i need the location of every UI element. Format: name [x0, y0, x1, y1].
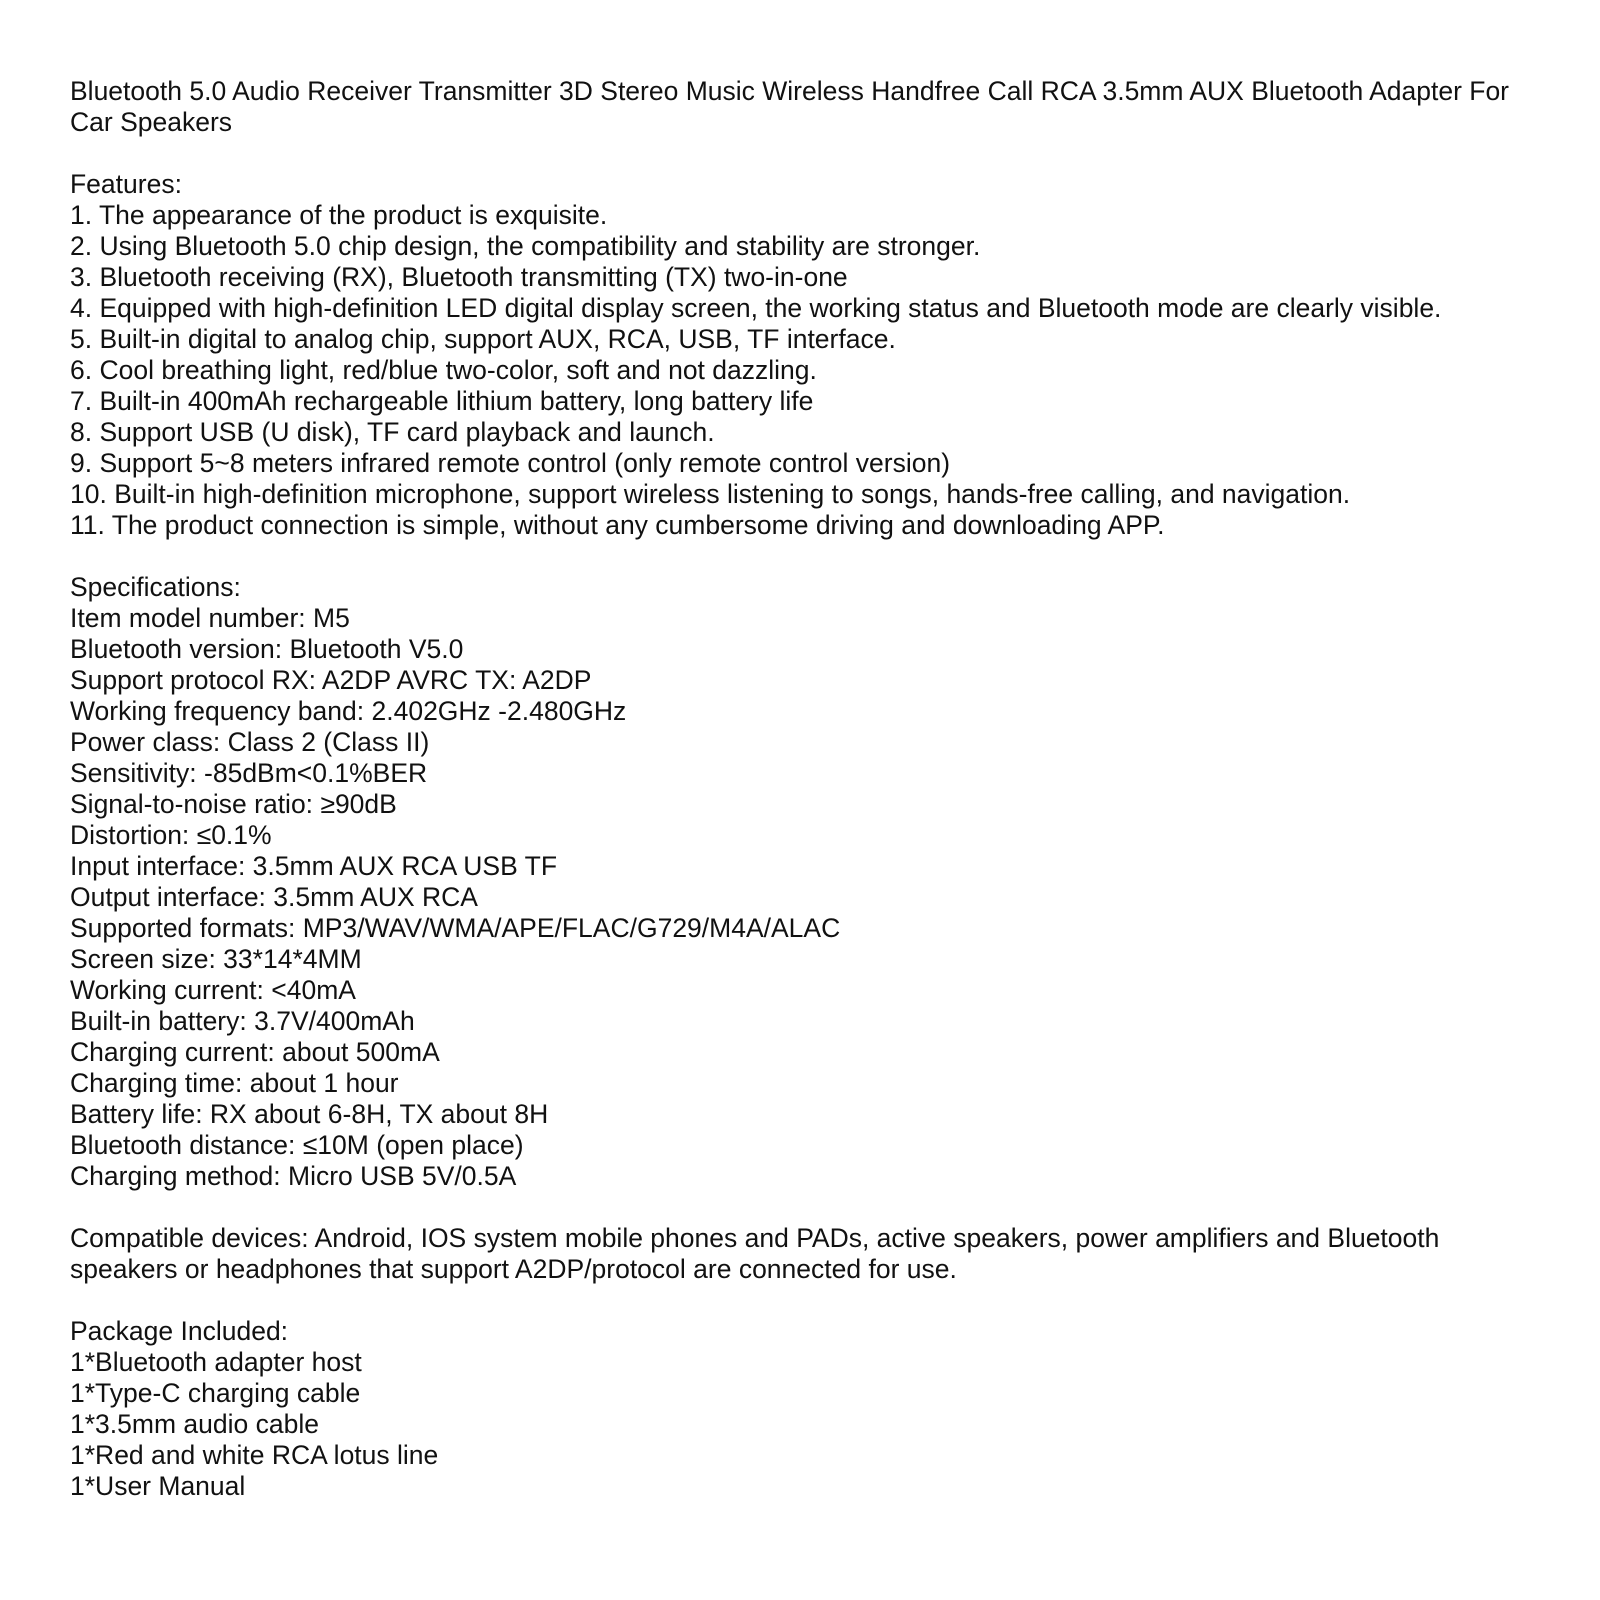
spec-item: Sensitivity: -85dBm<0.1%BER [70, 758, 428, 788]
package-heading: Package Included: [70, 1316, 289, 1346]
product-title: Bluetooth 5.0 Audio Receiver Transmitter 3D Stereo Music Wireless Handfree Call RCA 3.5mm AUX Bluetooth Adapter For Car Speakers [70, 76, 1510, 137]
feature-item: 9. Support 5~8 meters infrared remote control (only remote control version) [70, 448, 951, 478]
spec-item: Battery life: RX about 6-8H, TX about 8H [70, 1099, 549, 1129]
package-item: 1*Bluetooth adapter host [70, 1347, 362, 1377]
spec-item: Input interface: 3.5mm AUX RCA USB TF [70, 851, 558, 881]
spec-item: Output interface: 3.5mm AUX RCA [70, 882, 478, 912]
feature-item: 7. Built-in 400mAh rechargeable lithium battery, long battery life [70, 386, 814, 416]
spec-item: Bluetooth distance: ≤10M (open place) [70, 1130, 524, 1160]
compatible-devices-line: Compatible devices: Android, IOS system mobile phones and PADs, active speakers, power amplifiers and Bluetooth [70, 1223, 1440, 1253]
section-gap [70, 1285, 1550, 1316]
compatible-devices-section [70, 1223, 1550, 1285]
features-section [70, 169, 1550, 541]
feature-item: 8. Support USB (U disk), TF card playback and launch. [70, 417, 715, 447]
spec-item: Item model number: M5 [70, 603, 350, 633]
package-item: 1*Red and white RCA lotus line [70, 1440, 439, 1470]
feature-item: 3. Bluetooth receiving (RX), Bluetooth transmitting (TX) two-in-one [70, 262, 848, 292]
specifications-section [70, 572, 1550, 1192]
section-gap [70, 1192, 1550, 1223]
feature-item: 4. Equipped with high-definition LED digital display screen, the working status and Bluetooth mode are clearly visible. [70, 293, 1442, 323]
feature-item: 11. The product connection is simple, without any cumbersome driving and downloading APP. [70, 510, 1165, 540]
feature-item: 5. Built-in digital to analog chip, support AUX, RCA, USB, TF interface. [70, 324, 896, 354]
feature-item: 1. The appearance of the product is exquisite. [70, 200, 608, 230]
spec-item: Signal-to-noise ratio: ≥90dB [70, 789, 397, 819]
spec-item: Support protocol RX: A2DP AVRC TX: A2DP [70, 665, 592, 695]
section-gap [70, 541, 1550, 572]
section-gap [70, 138, 1550, 169]
spec-item: Built-in battery: 3.7V/400mAh [70, 1006, 415, 1036]
product-description-document [70, 76, 1550, 1502]
spec-item: Charging method: Micro USB 5V/0.5A [70, 1161, 517, 1191]
specifications-heading: Specifications: [70, 572, 241, 602]
spec-item: Working current: <40mA [70, 975, 356, 1005]
spec-item: Supported formats: MP3/WAV/WMA/APE/FLAC/G729/M4A/ALAC [70, 913, 841, 943]
spec-item: Power class: Class 2 (Class II) [70, 727, 430, 757]
compatible-devices-line: speakers or headphones that support A2DP/protocol are connected for use. [70, 1254, 957, 1284]
feature-item: 10. Built-in high-definition microphone, support wireless listening to songs, hands-free calling, and navigation. [70, 479, 1351, 509]
spec-item: Screen size: 33*14*4MM [70, 944, 362, 974]
feature-item: 2. Using Bluetooth 5.0 chip design, the compatibility and stability are stronger. [70, 231, 981, 261]
feature-item: 6. Cool breathing light, red/blue two-color, soft and not dazzling. [70, 355, 817, 385]
spec-item: Distortion: ≤0.1% [70, 820, 272, 850]
package-item: 1*Type-C charging cable [70, 1378, 361, 1408]
spec-item: Charging time: about 1 hour [70, 1068, 399, 1098]
package-item: 1*User Manual [70, 1471, 246, 1501]
package-item: 1*3.5mm audio cable [70, 1409, 319, 1439]
spec-item: Working frequency band: 2.402GHz -2.480GHz [70, 696, 627, 726]
package-included-section [70, 1316, 1550, 1502]
spec-item: Bluetooth version: Bluetooth V5.0 [70, 634, 464, 664]
spec-item: Charging current: about 500mA [70, 1037, 440, 1067]
features-heading: Features: [70, 169, 182, 199]
